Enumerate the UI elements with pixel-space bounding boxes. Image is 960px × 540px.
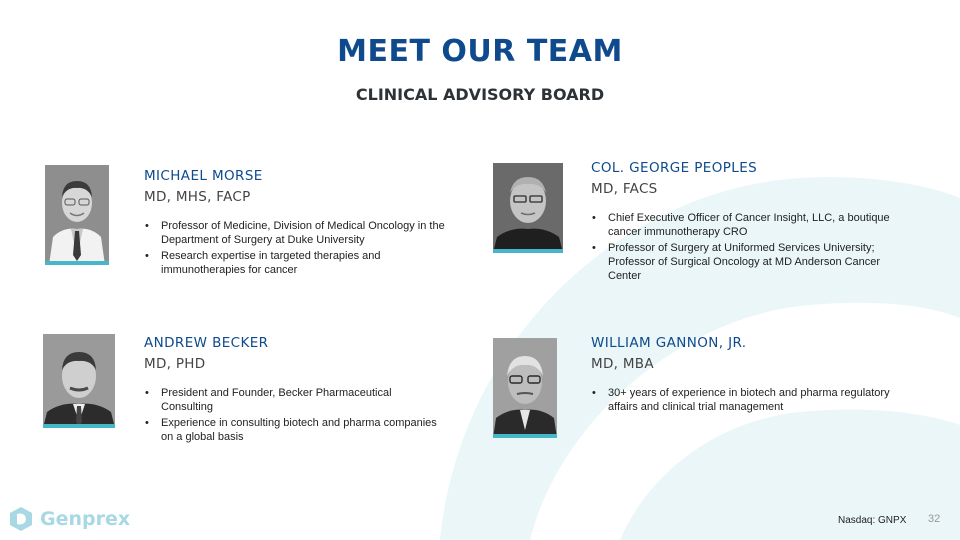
portrait-andrew-becker	[43, 334, 115, 428]
team-member-michael-morse	[144, 168, 454, 279]
bullet-item: • Chief Executive Officer of Cancer Insight, LLC, a boutique cancer immunotherapy CRO	[592, 212, 890, 238]
team-member-andrew-becker	[144, 335, 444, 446]
bullet-item: • Research expertise in targeted therapies and immunotherapies for cancer	[145, 250, 381, 276]
bullet-item: • Professor of Medicine, Division of Medical Oncology in the Department of Surgery at Duke University	[145, 220, 445, 246]
team-member-george-peoples	[591, 160, 891, 285]
member-bullets	[144, 219, 454, 277]
member-credentials: MD, PHD	[144, 356, 206, 372]
member-credentials: MD, FACS	[591, 181, 658, 197]
photo-accent-bar	[45, 261, 109, 265]
slide-title: MEET OUR TEAM	[337, 34, 623, 69]
slide-subtitle: CLINICAL ADVISORY BOARD	[355, 85, 605, 104]
stock-ticker: Nasdaq: GNPX	[838, 515, 907, 526]
portrait-george-peoples	[493, 163, 563, 253]
member-credentials: MD, MHS, FACP	[144, 189, 251, 205]
member-bullets	[591, 386, 891, 414]
genprex-logo-icon	[8, 506, 34, 532]
member-bullets	[144, 386, 444, 444]
photo-accent-bar	[493, 434, 557, 438]
logo-text: Genprex	[40, 508, 131, 530]
bullet-item: • President and Founder, Becker Pharmaceutical Consulting	[145, 387, 392, 413]
company-logo	[8, 506, 130, 532]
team-member-william-gannon	[591, 335, 891, 416]
bullet-item: • 30+ years of experience in biotech and pharma regulatory affairs and clinical trial management	[592, 387, 890, 413]
photo-accent-bar	[43, 424, 115, 428]
member-credentials: MD, MBA	[591, 356, 654, 372]
bullet-item: • Experience in consulting biotech and pharma companies on a global basis	[145, 417, 437, 443]
member-bullets	[591, 211, 891, 283]
portrait-william-gannon	[493, 338, 557, 438]
member-name: COL. GEORGE PEOPLES	[591, 160, 758, 176]
photo-accent-bar	[493, 249, 563, 253]
member-name: WILLIAM GANNON, JR.	[591, 335, 747, 351]
page-number: 32	[928, 513, 941, 525]
member-name: ANDREW BECKER	[144, 335, 269, 351]
bullet-item: • Professor of Surgery at Uniformed Services University; Professor of Surgical Oncology at MD Anderson Cancer Center	[592, 242, 881, 282]
portrait-michael-morse	[45, 165, 109, 265]
member-name: MICHAEL MORSE	[144, 168, 263, 184]
